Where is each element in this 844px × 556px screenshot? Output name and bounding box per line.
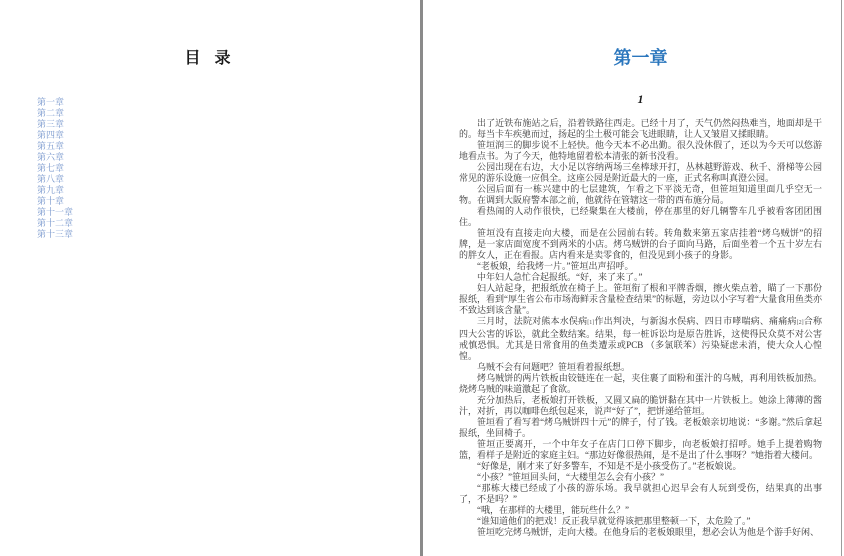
toc-page bbox=[0, 0, 420, 556]
paragraph: 中年妇人急忙合起报纸。“好，来了来了。” bbox=[477, 272, 643, 282]
section-number: 1 bbox=[637, 92, 644, 106]
paragraph: “老板娘，给我烤一片。”笹垣出声招呼。 bbox=[477, 261, 634, 271]
paragraph: “好像是，刚才来了好多警车，不知是不是小孩受伤了。”老板娘说。 bbox=[477, 461, 742, 471]
chapter-body bbox=[459, 118, 822, 538]
paragraph: 公园后面有一栋兴建中的七层建筑，乍看之下平淡无奇，但笹垣知道里面几乎空无一物。在调到大阪府警本部之前，他就待在管辖这一带的西布施分局。 bbox=[459, 184, 822, 205]
paragraph: 妇人站起身，把报纸放在椅子上。笹垣衔了根和平牌香烟，擦火柴点着，瞄了一下那份报纸，看到“厚生省公布市场海鲜汞含量检查结果”的标题，旁边以小字写着“大量食用鱼类亦不致达到该含量”。 bbox=[459, 283, 822, 315]
paragraph: 笹垣没有直接走向大楼，而是在公园前右转。转角数来第五家店挂着“烤乌贼饼”的招牌，是一家店面宽度不到两米的小店。烤乌贼饼的台子面向马路，后面坐着一个五十岁左右的胖女人，正在看报。店内看来是卖零食的，但没见到小孩子的身影。 bbox=[459, 228, 822, 260]
paragraph: 公园出现在右边，大小足以容纳两场三垒棒球开打，丛林越野游戏、秋千、滑梯等公园常见的游乐设施一应俱全。这座公园是附近最大的一座，正式名称叫真澄公园。 bbox=[459, 162, 822, 183]
paragraph: “谁知道他们的把戏！反正我早就觉得该把那里整顿一下，太危险了。” bbox=[477, 516, 751, 526]
toc-chapter-link[interactable]: 第十三章 bbox=[37, 229, 74, 239]
paragraph: “小孩？”笹垣回头问，“大楼里怎么会有小孩？” bbox=[477, 472, 664, 482]
toc-chapter-link[interactable]: 第十二章 bbox=[37, 218, 74, 228]
chapter-title: 第一章 bbox=[613, 48, 668, 68]
paragraph: “哦，在那样的大楼里，能玩些什么？” bbox=[477, 505, 629, 515]
paragraph: 充分加热后，老板娘打开铁板，又圆又扁的脆饼黏在其中一片铁板上。她涂上薄薄的酱汁，对折，再以咖啡色纸包起来，说声“好了”，把饼递给笹垣。 bbox=[459, 395, 822, 416]
toc-chapter-link[interactable]: 第七章 bbox=[37, 163, 65, 173]
toc-title: 目 录 bbox=[184, 50, 236, 67]
paragraph: 笹垣正要离开，一个中年女子在店门口停下脚步，向老板娘打招呼。她手上提着购物篮，看样子是附近的家庭主妇。“那边好像很热闹，是不是出了什么事呀？”她指着大楼问。 bbox=[459, 439, 822, 460]
toc-chapter-link[interactable]: 第八章 bbox=[37, 174, 65, 184]
paragraph: 出了近铁布施站之后，沿着铁路往西走。已经十月了，天气仍然闷热难当，地面却是干的。每当卡车疾驰而过，扬起的尘土极可能会飞进眼睛，让人又皱眉又揉眼睛。 bbox=[459, 118, 822, 139]
toc-chapter-link[interactable]: 第十章 bbox=[37, 196, 65, 206]
page-right-edge bbox=[841, 0, 842, 556]
toc-chapter-link[interactable]: 第五章 bbox=[37, 141, 65, 151]
toc-chapter-link[interactable]: 第一章 bbox=[37, 97, 65, 107]
toc-chapter-link[interactable]: 第六章 bbox=[37, 152, 65, 162]
paragraph: 笹垣看了看写着“烤乌贼饼四十元”的牌子，付了钱。老板娘亲切地说：“多谢。”然后拿起报纸，坐回椅子。 bbox=[459, 417, 822, 438]
paragraph: 笹垣吃完烤乌贼饼，走向大楼。在他身后的老板娘眼里，想必会认为他是个游手好闲、 bbox=[477, 527, 820, 537]
toc-chapter-link[interactable]: 第三章 bbox=[37, 119, 65, 129]
chapter-page bbox=[423, 0, 844, 556]
paragraph: 烤乌贼饼的两片铁板由铰链连在一起，夹住裹了面粉和蛋汁的乌贼，再利用铁板加热。烧烤乌贼的味道激起了食欲。 bbox=[459, 373, 822, 394]
toc-chapter-link[interactable]: 第二章 bbox=[37, 108, 65, 118]
toc-chapter-link[interactable]: 第九章 bbox=[37, 185, 65, 195]
paragraph: 看热闹的人动作很快，已经聚集在大楼前，停在那里的好几辆警车几乎被看客团团围住。 bbox=[459, 206, 822, 227]
paragraph: “那栋大楼已经成了小孩的游乐场。我早就担心迟早会有人玩到受伤，结果真的出事了，不是吗？” bbox=[459, 483, 822, 504]
toc-list bbox=[0, 97, 420, 240]
toc-chapter-link[interactable]: 第四章 bbox=[37, 130, 65, 140]
paragraph: 三月时，法院对熊本水俣病[1]作出判决，与新潟水俣病、四日市哮喘病、痛痛病[2]合称四大公害的诉讼，就此全数结案。结果，每一桩诉讼均是原告胜诉，这使得民众莫不对公害戒慎恐惧。尤其是日常食用的鱼类遭汞或PCB （多氯联苯）污染疑虑未消，使大众人心惶惶。 bbox=[459, 316, 822, 361]
toc-chapter-link[interactable]: 第十一章 bbox=[37, 207, 74, 217]
paragraph: 笹垣润三的脚步说不上轻快。他今天本不必出勤。很久没休假了，还以为今天可以悠游地看点书。为了今天，他特地留着松本清张的新书没看。 bbox=[459, 140, 822, 161]
paragraph: 乌贼不会有问题吧？笹垣看着报纸想。 bbox=[477, 362, 631, 372]
